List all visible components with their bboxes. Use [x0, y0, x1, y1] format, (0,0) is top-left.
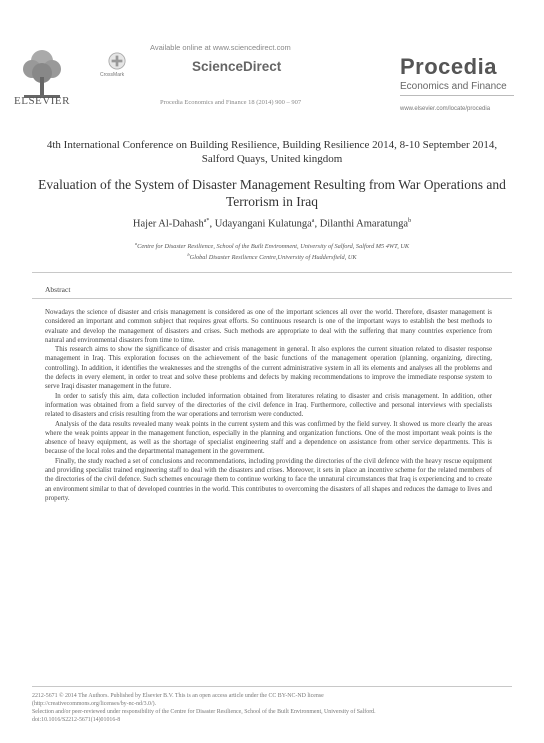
paper-title: Evaluation of the System of Disaster Management Resulting from War Operations and Terrorism in Iraq — [38, 177, 506, 209]
author-name: Dilanthi Amaratunga — [319, 218, 409, 230]
abstract-paragraph: Analysis of the data results revealed many weak points in the current system and this was confirmed by the field survey. It showed us more clearly the areas where the weak points appear in the management function, especially in the planning and organization functions. One of the most important weak points is the absence of heavy equipment, as well as the shortage of specialist engineering staff and a dependence on assistance from other service departments. This is because of the local roles and the departmental management in the government. — [45, 420, 492, 456]
divider — [32, 686, 512, 687]
journal-url[interactable]: www.elsevier.com/locate/procedia — [400, 106, 491, 112]
affiliation-text: Centre for Disaster Resilience, School of the Built Environment, University of Salford, Salford M5 4WT, UK — [137, 243, 410, 251]
peer-review-note: Selection and/or peer-reviewed under responsibility of the Centre for Disaster Resilience, School of the Built Environment, University of Salford. — [32, 709, 376, 715]
divider — [32, 298, 512, 299]
sciencedirect-logo[interactable]: ScienceDirect — [192, 59, 282, 74]
affiliation-marker: b — [187, 252, 190, 257]
journal-divider — [400, 95, 514, 96]
affiliation — [30, 241, 514, 250]
author-marker: a — [311, 218, 315, 224]
abstract-paragraph: Finally, the study reached a set of conclusions and recommendations, including providing the directories of the civil defence with the heavy rescue equipment and providing specialist trained engineering staff to deal with the disasters and crises. Moreover, it sets in place an incentive scheme for the related members of the directories of the civil defence. Such schemes encourage them to continue working to face the unnatural circumstances that Iraq is experiencing and to create an environment similar to that of developed countries in the world. This contributes to overcoming the disasters of all shapes and reduces the damage to lives and property. — [45, 457, 492, 502]
available-online-text: Available online at www.sciencedirect.com — [150, 43, 291, 52]
abstract-heading: Abstract — [45, 285, 71, 294]
license-link[interactable]: (http://creativecommons.org/licenses/by-nc-nd/3.0/). — [32, 701, 157, 707]
footer — [32, 692, 522, 724]
abstract-paragraph: Nowadays the science of disaster and crisis management is considered as one of the important sciences all over the world. Therefore, disaster management is considered an important and common subject that requires great efforts. So continuous research is one of the important ways to establish the best methods to evaluate and develop the management of disasters and crises. Such methods are appropriate to deal with the suffering that many countries experience from natural and environmental disasters from time to time. — [45, 309, 492, 344]
abstract-paragraph: In order to satisfy this aim, data collection included information obtained from literatures relating to disaster and crisis management. In addition, other information was obtained from a field survey of the directories of the civil defence in Iraq. Furthermore, collective and personal interviews with specialists related to disasters and crisis resulting from the war operations and terrorism were conducted. — [45, 392, 492, 419]
copyright-line: 2212-5671 © 2014 The Authors. Published by Elsevier B.V. This is an open access article under the CC BY-NC-ND license — [32, 693, 324, 699]
affiliation — [30, 252, 514, 261]
crossmark-label: CrossMark — [100, 72, 125, 78]
crossmark-icon[interactable] — [108, 52, 126, 70]
doi[interactable]: doi:10.1016/S2212-5671(14)01016-8 — [32, 717, 121, 723]
author-name: Hajer Al-Dahash — [132, 218, 204, 230]
affiliation-marker: a — [134, 241, 138, 246]
author-marker: b — [408, 218, 412, 224]
journal-subtitle: Economics and Finance — [400, 81, 507, 92]
divider — [32, 272, 512, 273]
author-list — [30, 218, 514, 230]
abstract-paragraph: This research aims to show the significance of disaster and crisis management in general. It also explores the current situation related to disaster response management in Iraq. This exploration focuses on the achievement of the basic functions of the management operation (planning, organizing, directing, controlling). In addition, it identifies the weaknesses and the strengths of the current administrative system in all its elements and analyses all the problems and the defects in every element, in order to treat and solve these problems and defects by making recommendations to improve the immediate response system to serve Iraqi disaster management in the future. — [45, 346, 492, 391]
author-separator: , — [209, 218, 215, 230]
author-name: Udayangani Kulatunga — [214, 218, 312, 230]
abstract-body — [45, 308, 492, 503]
conference-name: 4th International Conference on Building Resilience, Building Resilience 2014, 8-10 September 2014, Salford Quays, United kingdom — [46, 139, 498, 165]
journal-reference: Procedia Economics and Finance 18 (2014) 900 – 907 — [160, 99, 302, 106]
journal-name: Procedia — [400, 54, 497, 79]
publisher-name: ELSEVIER — [14, 95, 70, 107]
author-marker: a* — [203, 218, 210, 224]
author-separator: , — [314, 218, 320, 230]
affiliation-text: Global Disaster Resilience Centre,University of Huddersfield, UK — [189, 254, 357, 262]
